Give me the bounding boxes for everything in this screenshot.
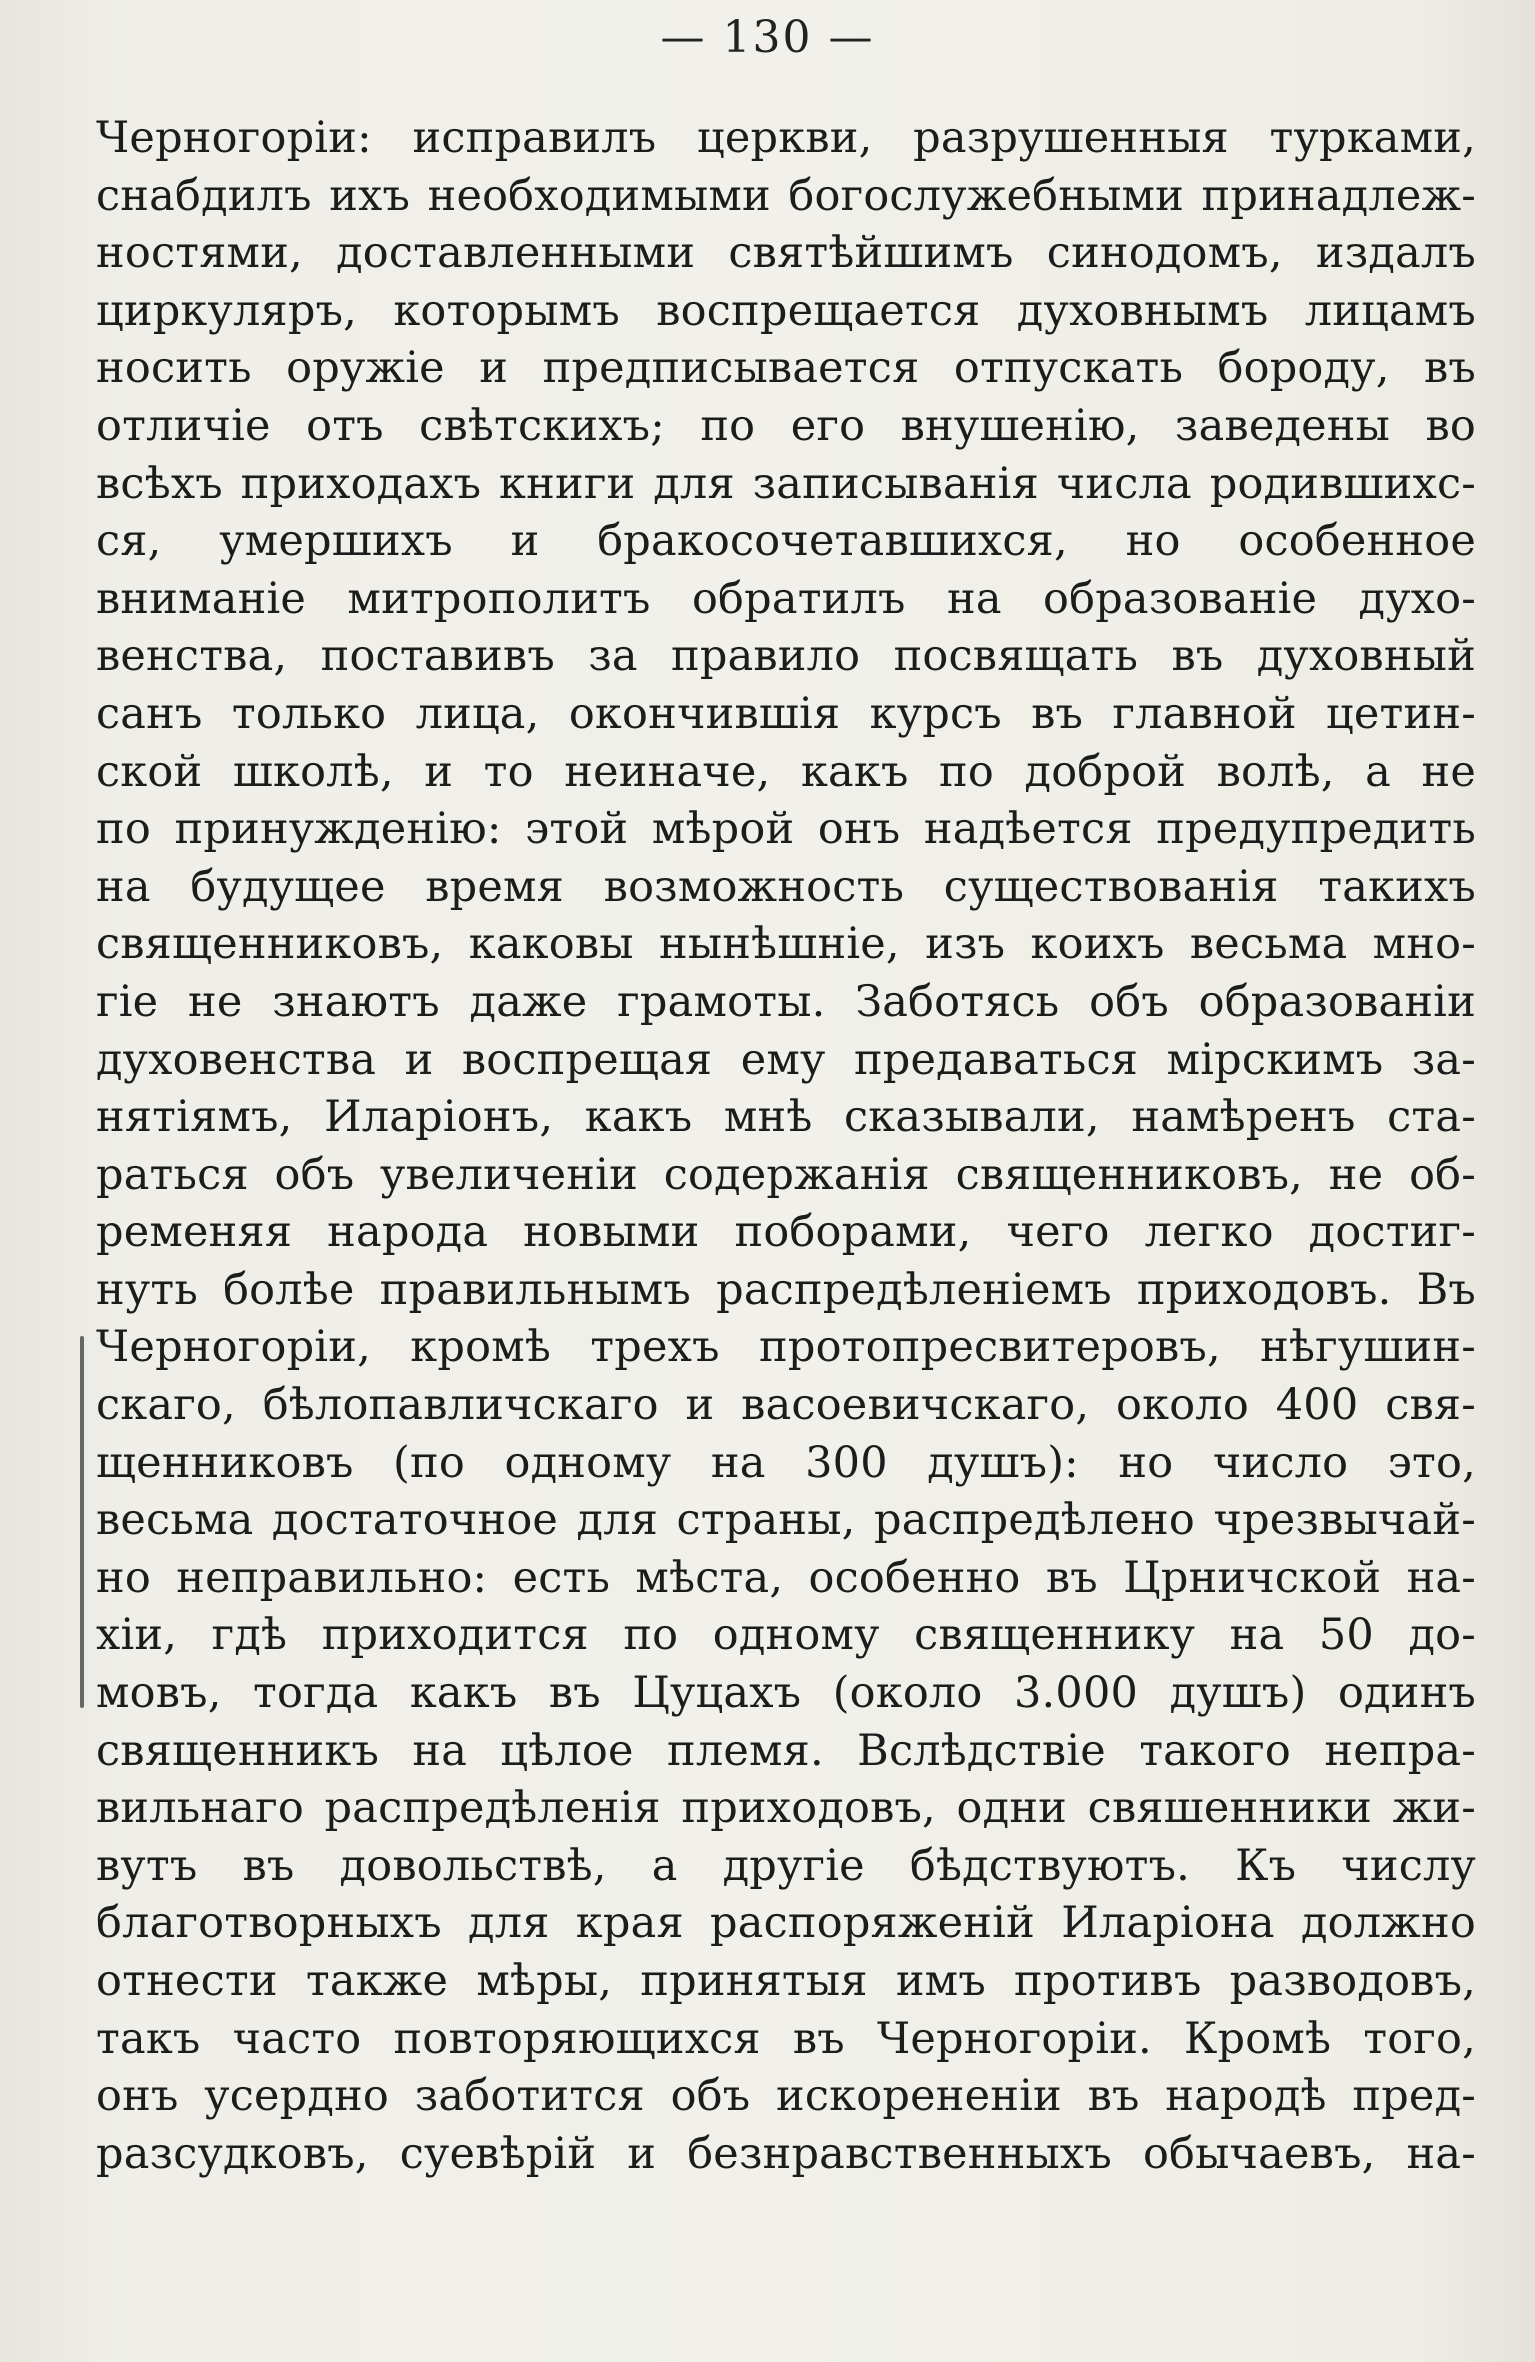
text-line: ся, умершихъ и бракосочетавшихся, но особенное (96, 516, 1476, 567)
text-line: отнести также мѣры, принятыя имъ противъ разводовъ, (96, 1956, 1476, 2006)
text-line: отличіе отъ свѣтскихъ; по его внушенію, заведены во (96, 400, 1476, 451)
text-line: такъ часто повторяющихся въ Черногоріи. Кромѣ того, (96, 2013, 1476, 2064)
text-line: венства, поставивъ за правило посвящать въ духовный (96, 631, 1476, 682)
body-text (96, 110, 1476, 2183)
text-line: нуть болѣе правильнымъ распредѣленіемъ приходовъ. Въ (96, 1264, 1476, 1315)
text-line: но неправильно: есть мѣста, особенно въ Црничской на- (96, 1552, 1476, 1603)
text-line: ременяя народа новыми поборами, чего легко достиг- (96, 1207, 1476, 1258)
text-line: вниманіе митрополитъ обратилъ на образованіе духо- (96, 573, 1476, 624)
text-line: благотворныхъ для края распоряженій Иларіона должно (96, 1898, 1476, 1949)
text-line: весьма достаточное для страны, распредѣлено чрезвычай- (96, 1495, 1476, 1546)
text-line: снабдилъ ихъ необходимыми богослужебными принадлеж- (96, 170, 1476, 221)
text-line: нятіямъ, Иларіонъ, какъ мнѣ сказывали, намѣренъ ста- (96, 1092, 1476, 1143)
text-line: носить оружіе и предписывается отпускать бороду, въ (96, 343, 1476, 394)
text-line: мовъ, тогда какъ въ Цуцахъ (около 3.000 душъ) одинъ (96, 1668, 1476, 1719)
text-line: раться объ увеличеніи содержанія священниковъ, не об- (96, 1149, 1476, 1200)
text-line: на будущее время возможность существованія такихъ (96, 861, 1476, 912)
text-line: онъ усердно заботится объ искорененіи въ народѣ пред- (96, 2071, 1476, 2122)
text-line: гіе не знаютъ даже грамоты. Заботясь объ образованіи (96, 976, 1476, 1027)
text-line: Черногоріи: исправилъ церкви, разрушенныя турками, (96, 113, 1476, 163)
page-number: — 130 — (660, 12, 875, 63)
text-line: хіи, гдѣ приходится по одному священнику на 50 до- (96, 1610, 1476, 1661)
text-line: священникъ на цѣлое племя. Вслѣдствіе такого непра- (96, 1725, 1476, 1776)
text-line: скаго, бѣлопавличскаго и васоевичскаго, около 400 свя- (96, 1380, 1476, 1431)
margin-pencil-mark (80, 1336, 84, 1708)
text-line: санъ только лица, окончившія курсъ въ главной цетин- (96, 688, 1476, 739)
text-line: по принужденію: этой мѣрой онъ надѣется предупредить (96, 804, 1476, 855)
text-line: всѣхъ приходахъ книги для записыванія числа родившихс- (96, 458, 1476, 509)
text-line: Черногоріи, кромѣ трехъ протопресвитеровъ, нѣгушин- (96, 1322, 1476, 1373)
text-line: вутъ въ довольствѣ, а другіе бѣдствуютъ. Къ числу (96, 1840, 1476, 1891)
text-line: щенниковъ (по одному на 300 душъ): но число это, (96, 1437, 1476, 1488)
text-line: циркуляръ, которымъ воспрещается духовнымъ лицамъ (96, 285, 1476, 336)
text-line: ской школѣ, и то неиначе, какъ по доброй волѣ, а не (96, 746, 1476, 797)
text-line: ностями, доставленными святѣйшимъ синодомъ, издалъ (96, 228, 1476, 279)
text-line: разсудковъ, суевѣрій и безнравственныхъ обычаевъ, на- (96, 2128, 1476, 2179)
text-line: священниковъ, каковы нынѣшніе, изъ коихъ весьма мно- (96, 919, 1476, 970)
text-line: духовенства и воспрещая ему предаваться мірскимъ за- (96, 1034, 1476, 1085)
text-line: вильнаго распредѣленія приходовъ, одни свяшенники жи- (96, 1783, 1476, 1834)
